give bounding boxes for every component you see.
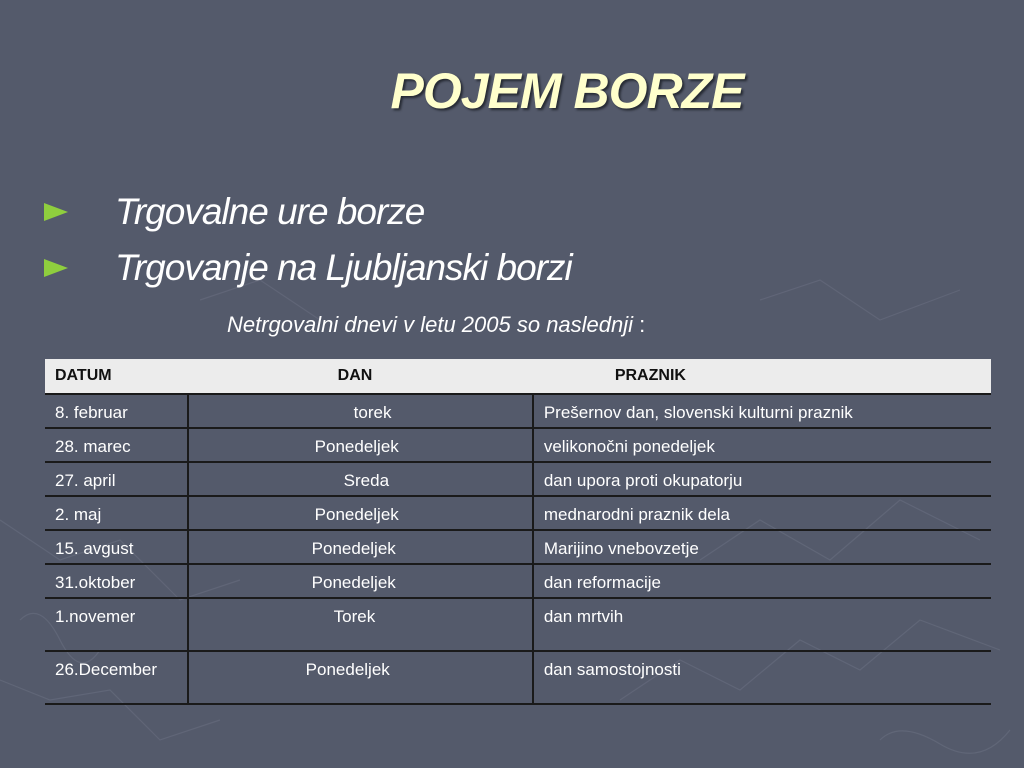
header-dan: DAN <box>188 359 533 394</box>
table-row <box>45 428 991 462</box>
cell-date: 15. avgust <box>45 530 188 564</box>
cell-holiday: dan samostojnosti <box>533 651 991 704</box>
bullet-text: Trgovalne ure borze <box>115 191 425 232</box>
cell-date: 8. februar <box>45 394 188 428</box>
header-praznik: PRAZNIK <box>533 359 991 394</box>
cell-date: 28. marec <box>45 428 188 462</box>
cell-holiday: Prešernov dan, slovenski kulturni praznik <box>533 394 991 428</box>
cell-holiday: dan upora proti okupatorju <box>533 462 991 496</box>
cell-holiday: velikonočni ponedeljek <box>533 428 991 462</box>
table-caption <box>227 312 645 338</box>
cell-date: 1.novemer <box>45 598 188 651</box>
caption-text: Netrgovalni dnevi v letu 2005 so naslednji <box>227 312 634 337</box>
cell-day: Ponedeljek <box>188 530 533 564</box>
table-header-row <box>45 359 991 394</box>
table-row <box>45 564 991 598</box>
table-row <box>45 462 991 496</box>
cell-day: Ponedeljek <box>188 651 533 704</box>
bullet-item <box>44 192 424 232</box>
cell-day: Sreda <box>188 462 533 496</box>
cell-day: Torek <box>188 598 533 651</box>
triangle-bullet-icon <box>44 203 68 221</box>
cell-date: 26.December <box>45 651 188 704</box>
bullet-text: Trgovanje na Ljubljanski borzi <box>115 247 572 288</box>
header-datum: DATUM <box>45 359 188 394</box>
bullet-item <box>44 248 572 288</box>
cell-holiday: dan reformacije <box>533 564 991 598</box>
triangle-bullet-icon <box>44 259 68 277</box>
cell-date: 27. april <box>45 462 188 496</box>
caption-colon: : <box>633 312 646 337</box>
cell-day: Ponedeljek <box>188 428 533 462</box>
cell-date: 2. maj <box>45 496 188 530</box>
cell-day: Ponedeljek <box>188 564 533 598</box>
cell-date: 31.oktober <box>45 564 188 598</box>
table-row <box>45 496 991 530</box>
cell-day: torek <box>188 394 533 428</box>
cell-holiday: Marijino vnebovzetje <box>533 530 991 564</box>
cell-day: Ponedeljek <box>188 496 533 530</box>
table-row <box>45 598 991 651</box>
cell-holiday: dan mrtvih <box>533 598 991 651</box>
slide-title: POJEM BORZE <box>390 63 744 119</box>
holidays-table <box>45 359 991 705</box>
table-row <box>45 394 991 428</box>
cell-holiday: mednarodni praznik dela <box>533 496 991 530</box>
table-row <box>45 651 991 704</box>
table-row <box>45 530 991 564</box>
